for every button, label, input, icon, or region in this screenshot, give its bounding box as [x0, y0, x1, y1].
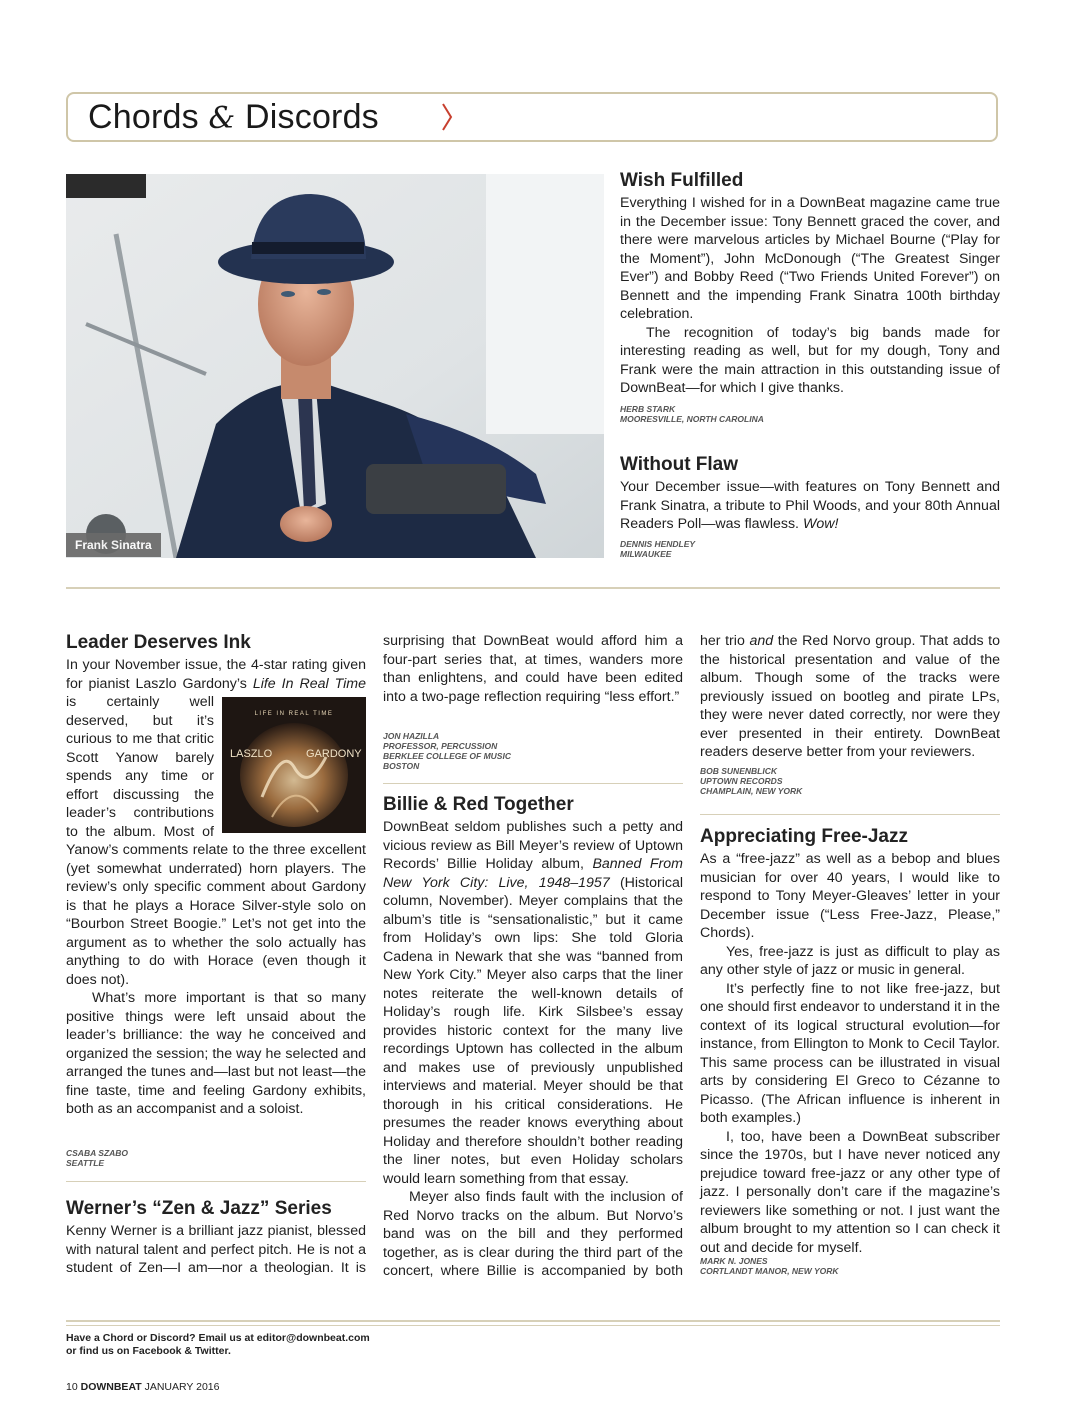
- page-number: 10: [66, 1381, 78, 1393]
- signature-place: MOORESVILLE, NORTH CAROLINA: [620, 414, 764, 424]
- page-folio: [66, 1381, 219, 1393]
- letter-paragraph: It’s perfectly fine to not like free-jazz, but one should first endeavor to understand it in the context of its logical structural evolution—for instance, from Ellington to Monk to Cecil Taylor. This same process can be illustrated in visual arts by considering El Greco to Cézanne to Picasso. (The African influence is inherent in both examples.): [700, 980, 1000, 1126]
- magazine-name: DOWNBEAT: [80, 1381, 142, 1393]
- signature-jon-hazilla: [383, 731, 683, 771]
- title-discords: Discords: [245, 98, 379, 136]
- letter-werner-body-part1: [66, 1222, 366, 1278]
- letter-werner-body-part2: [383, 632, 683, 725]
- album-title-text: Life In Real Time: [252, 675, 366, 692]
- letter-paragraph: surprising that DownBeat would afford him a four-part series that, at times, wanders more than enlightens, and could have been edited into a two-page reflection requiring “less effort.”: [383, 633, 683, 705]
- contact-line-email: Have a Chord or Discord? Email us at editor@downbeat.com: [66, 1332, 370, 1344]
- letter-paragraph: Everything I wished for in a DownBeat magazine came true in the December issue: Tony Bennett graced the cover, and there were marvelous articles by Michael Bourne (“Play for the Moment”), John McDonough (“The Greatest Singer Ever”) and Bobby Reed (“Two Friends United Forever”) on Bennett and the impending Frank Sinatra 100th birthday celebration.: [620, 195, 1000, 322]
- sinatra-photo: [66, 174, 604, 558]
- letter-wish-body: [620, 194, 1000, 398]
- signature-place: SEATTLE: [66, 1158, 105, 1168]
- issue-date: JANUARY 2016: [144, 1381, 220, 1393]
- signature-bob-sunenblick: [700, 766, 1000, 796]
- letter-paragraph: Your December issue—with features on Tony Bennett and Frank Sinatra, a tribute to Phil Woods, and your 80th Annual Readers Poll—was flawless.: [620, 479, 1000, 532]
- section-divider: [66, 587, 1000, 589]
- letter-freejazz-body: [700, 850, 1000, 1257]
- headline-wish-fulfilled: Wish Fulfilled: [620, 170, 744, 191]
- letter-billie-body-part2: [700, 632, 1000, 762]
- letter-text: In your November issue, the 4-star rating given for pianist Laszlo Gardony’s: [66, 657, 366, 692]
- section-title: [88, 98, 379, 137]
- section-header: [66, 92, 998, 142]
- letter-paragraph: Yes, free-jazz is just as difficult to play as any other style of jazz or music in general.: [700, 943, 1000, 978]
- album-cover-image: [222, 697, 366, 833]
- letter-divider: [66, 1181, 366, 1182]
- letter-divider: [700, 814, 1000, 815]
- letter-paragraph: Kenny Werner is a brilliant jazz pianist, blessed with natural talent and perfect pitch. He is not a student of Zen—I am—nor a theologian. It is: [66, 1223, 366, 1276]
- signature-csaba-szabo: [66, 1148, 366, 1168]
- signature-name: BOB SUNENBLICK: [700, 766, 777, 776]
- signature-place: CORTLANDT MANOR, NEW YORK: [700, 1266, 839, 1276]
- letter-text: DownBeat seldom publishes such a petty and vicious review as Bill Meyer’s review of Uptown Records’ Billie Holiday album,: [383, 819, 683, 872]
- signature-dennis-hendley: [620, 539, 1000, 559]
- footer-divider-thin: [66, 1325, 1000, 1326]
- signature-org: UPTOWN RECORDS: [700, 776, 783, 786]
- signature-name: DENNIS HENDLEY: [620, 539, 696, 549]
- album-artist-first: LASZLO: [230, 748, 273, 760]
- album-artist-last: GARDONY: [306, 748, 362, 760]
- headline-billie-red: Billie & Red Together: [383, 794, 574, 815]
- signature-place: BOSTON: [383, 761, 420, 771]
- title-chords: Chords: [88, 98, 199, 136]
- letter-text: Meyer also finds fault with the inclusion of Red Norvo tracks on the album. But Norvo’s band was on the bill and they performed together, as is clear during the third part of the concert, where Billie is accompanied by both: [383, 1189, 683, 1279]
- letter-billie-continued: [700, 632, 1000, 762]
- letter-paragraph: As a “free-jazz” as well as a bebop and blues musician for over 40 years, I would like to respond to Tony Meyer-Gleaves’ letter in your December issue (“Less Free-Jazz, Please,” Chords).: [700, 851, 1000, 941]
- signature-name: JON HAZILLA: [383, 731, 440, 741]
- signature-herb-stark: [620, 404, 1000, 424]
- album-subtitle: LIFE IN REAL TIME: [254, 711, 334, 717]
- letter-flaw-body: [620, 478, 1000, 534]
- emphasis-text: and: [749, 633, 774, 649]
- chevron-right-icon: [440, 102, 454, 132]
- signature-mark-jones: [700, 1256, 1000, 1276]
- contact-line-social: or find us on Facebook & Twitter.: [66, 1345, 231, 1357]
- headline-without-flaw: Without Flaw: [620, 454, 739, 475]
- letter-werner-continued: [383, 632, 683, 706]
- signature-name: MARK N. JONES: [700, 1256, 768, 1266]
- letter-paragraph: The recognition of today’s big bands made for interesting reading as well, but for my dough, Tony and Frank were the main attraction in this outstanding issue of DownBeat—for which I give thanks.: [620, 324, 1000, 396]
- footer-contact-note: [66, 1332, 370, 1358]
- emphasis-text: Wow!: [802, 516, 839, 532]
- letter-paragraph: I, too, have been a DownBeat subscriber since the 1970s, but I have never noticed any prejudice toward free-jazz or any other type of jazz. I personally don’t care if the magazine’s reviewers like something or not. I just want the album brought to my attention so I can check it out and decide for myself.: [700, 1128, 1000, 1256]
- album-title-text: Banned From New York City: Live, 1948–1957: [383, 856, 683, 891]
- signature-name: CSABA SZABO: [66, 1148, 129, 1158]
- headline-leader-deserves-ink: Leader Deserves Ink: [66, 632, 251, 653]
- footer-divider: [66, 1320, 1000, 1322]
- headline-free-jazz: Appreciating Free-Jazz: [700, 826, 908, 847]
- signature-place: MILWAUKEE: [620, 549, 672, 559]
- letter-text: her trio: [700, 633, 745, 649]
- signature-org: BERKLEE COLLEGE OF MUSIC: [383, 751, 511, 761]
- letter-billie-text: [383, 818, 683, 1281]
- signature-name: HERB STARK: [620, 404, 676, 414]
- letter-billie-body-part1: [383, 818, 683, 1281]
- photo-caption: Frank Sinatra: [66, 533, 161, 557]
- letter-text: (Historical column, November). Meyer complains that the album’s title is “sensationalistic,” but it came from Holiday’s own lips: She told Gloria Cadena in Newark that she was “banned from New York City.” Meyer also carps that the liner notes reiterate the well-known details of Holiday’s rough life. Kirk Silsbee’s essay provides historic context for the many live recordings Uptown has collected in the album and makes use of previously unpublished interviews and material. Meyer should be that thorough in his critical considerations. He presumes the reader knows everything about Holiday and therefore shouldn’t bother reading the liner notes, but even Holiday scholars would learn something from that essay.: [383, 874, 683, 1187]
- letter-text: the Red Norvo group. That adds to the historical presentation and value of the album. Though some of the tracks were previously issued on bootleg and pirate LPs, they were never dated correctly, nor were they ever presented in their entirety. DownBeat readers deserve better from your reviewers.: [700, 633, 1000, 760]
- letter-leader-body: [66, 656, 366, 1119]
- letter-text: is certainly well deserved, but it’s curious to me that critic Scott Yanow barely spends any time or effort discussing the leader’s contributions to the album. Most of Yanow’s comments relate to the three excellent (yet somewhat underrated) horn players. The review’s only specific comment about Gardony is that he plays a Horace Silver-style solo on “Bourbon Street Boogie.” Let’s not get into the argument as to whether the solo actually has anything to do with Horace (even though it does not).: [66, 694, 366, 988]
- headline-werner-series: Werner’s “Zen & Jazz” Series: [66, 1198, 332, 1219]
- letter-divider: [383, 783, 683, 784]
- title-ampersand: &: [208, 101, 236, 136]
- letter-paragraph: What’s more important is that so many positive things were left unsaid about the leader’s brilliance: the way he conceived and organized the session; the way he selected and arranged the tunes and—last but not least—the fine taste, time and feeling Gardony exhibits, both as an accompanist and a soloist.: [66, 990, 366, 1117]
- signature-place: CHAMPLAIN, NEW YORK: [700, 786, 803, 796]
- signature-title: PROFESSOR, PERCUSSION: [383, 741, 498, 751]
